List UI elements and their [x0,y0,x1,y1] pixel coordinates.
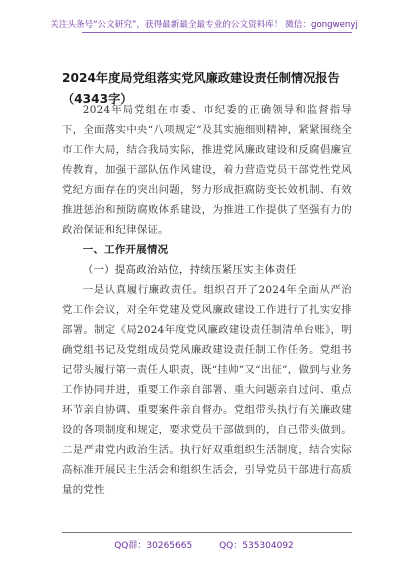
footer-qq: QQ：535304092 [219,541,294,551]
subsection-heading: （一）提高政治站位，持续压紧压实主体责任 [82,264,297,276]
subsection-paragraph: 一是认真履行廉政责任。组织召开了2024年全面从严治党工作会议，对全年党建及党风廉政建设工作进行了扎实安排部署。制定《局2024年度党风廉政建设责任制清单台账》，明确党组书记及党组成员党风廉政建设责任制工作任务。党组书记带头履行第一责任人职责，既“挂帅”又“出征”，做到与业务工作协同并进，重要工作亲自部署、重大问题亲自过问、重点环节亲自协调、重要案件亲自督办。党组带头执行有关廉政建设的各项制度和规定，要求党员干部做到的，自己带头做到。二是严肃党内政治生活。执行好双重组织生活制度，结合实际高标准开展民主生活会和组织生活会，引导党员干部进行高质量的党性 [62,284,352,496]
footer-qq-group: QQ群：30265665 [114,541,193,551]
top-divider [82,32,352,33]
bottom-divider [62,532,352,533]
section-heading: 一、工作开展情况 [82,244,169,256]
footer-contacts [0,538,408,551]
intro-paragraph: 2024年局党组在市委、市纪委的正确领导和监督指导下，全面落实中央“八项规定”及其实施细则精神，紧紧围绕全市工作大局，结合我局实际，推进党风廉政建设和反腐倡廉宣传教育，加强干部队伍作风建设，着力营造党员干部党性党风党纪方面存在的突出问题，努力形成拒腐防变长效机制、有效推进惩治和预防腐败体系建设，为推进工作提供了坚强有力的政治保证和纪律保证。 [62,104,352,236]
document-title: 2024年度局党组落实党风廉政建设责任制情况报告（4343字） [62,71,340,106]
top-banner: 关注头条号“公文研究”，获得最新最全最专业的公文资料库！ 微信：gongwenyj [50,20,358,30]
document-body [62,100,352,500]
